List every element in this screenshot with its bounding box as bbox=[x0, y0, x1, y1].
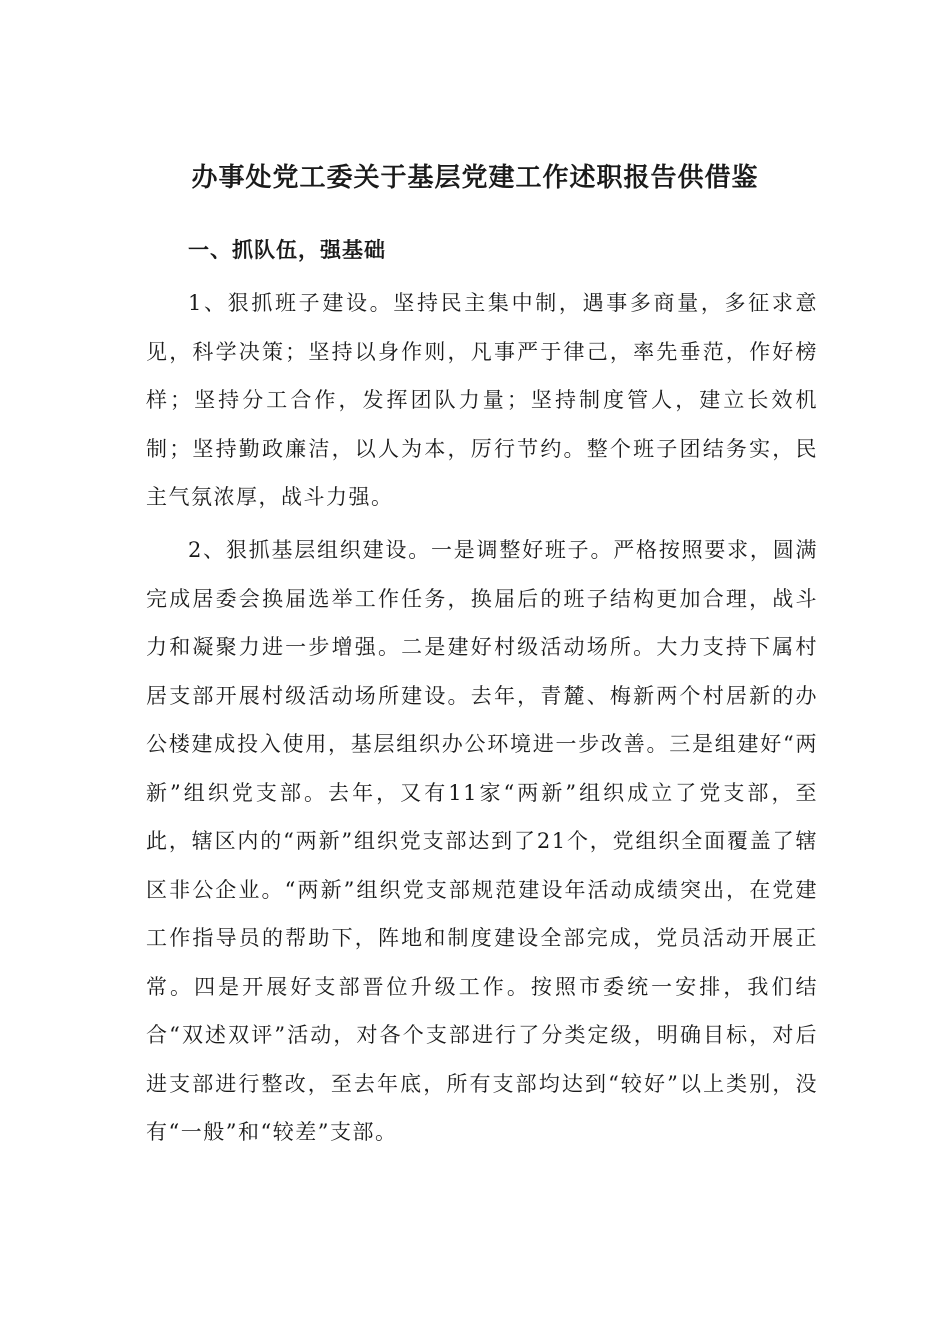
document-title: 办事处党工委关于基层党建工作述职报告供借鉴 bbox=[191, 163, 759, 193]
paragraph-grassroots-organization: 2、狠抓基层组织建设。一是调整好班子。严格按照要求，圆满完成居委会换届选举工作任务，换届后的班子结构更加合理，战斗力和凝聚力进一步增强。二是建好村级活动场所。大力支持下属村居支部开展村级活动场所建设。去年，青麓、梅新两个村居新的办公楼建成投入使用，基层组织办公环境进一步改善。三是组建好“两新”组织党支部。去年，又有11家“两新”组织成立了党支部，至此，辖区内的“两新”组织党支部达到了21个，党组织全面覆盖了辖区非公企业。“两新”组织党支部规范建设年活动成绩突出，在党建工作指导员的帮助下，阵地和制度建设全部完成，党员活动开展正常。四是开展好支部晋位升级工作。按照市委统一安排，我们结合“双述双评”活动，对各个支部进行了分类定级，明确目标，对后进支部进行整改，至去年底，所有支部均达到“较好”以上类别，没有“一般”和“较差”支部。 bbox=[146, 538, 818, 1144]
section-heading: 一、抓队伍，强基础 bbox=[188, 237, 386, 262]
paragraph-team-building: 1、狠抓班子建设。坚持民主集中制，遇事多商量，多征求意见，科学决策；坚持以身作则，凡事严于律己，率先垂范，作好榜样；坚持分工合作，发挥团队力量；坚持制度管人，建立长效机制；坚持勤政廉洁，以人为本，厉行节约。整个班子团结务实，民主气氛浓厚，战斗力强。 bbox=[146, 291, 818, 509]
